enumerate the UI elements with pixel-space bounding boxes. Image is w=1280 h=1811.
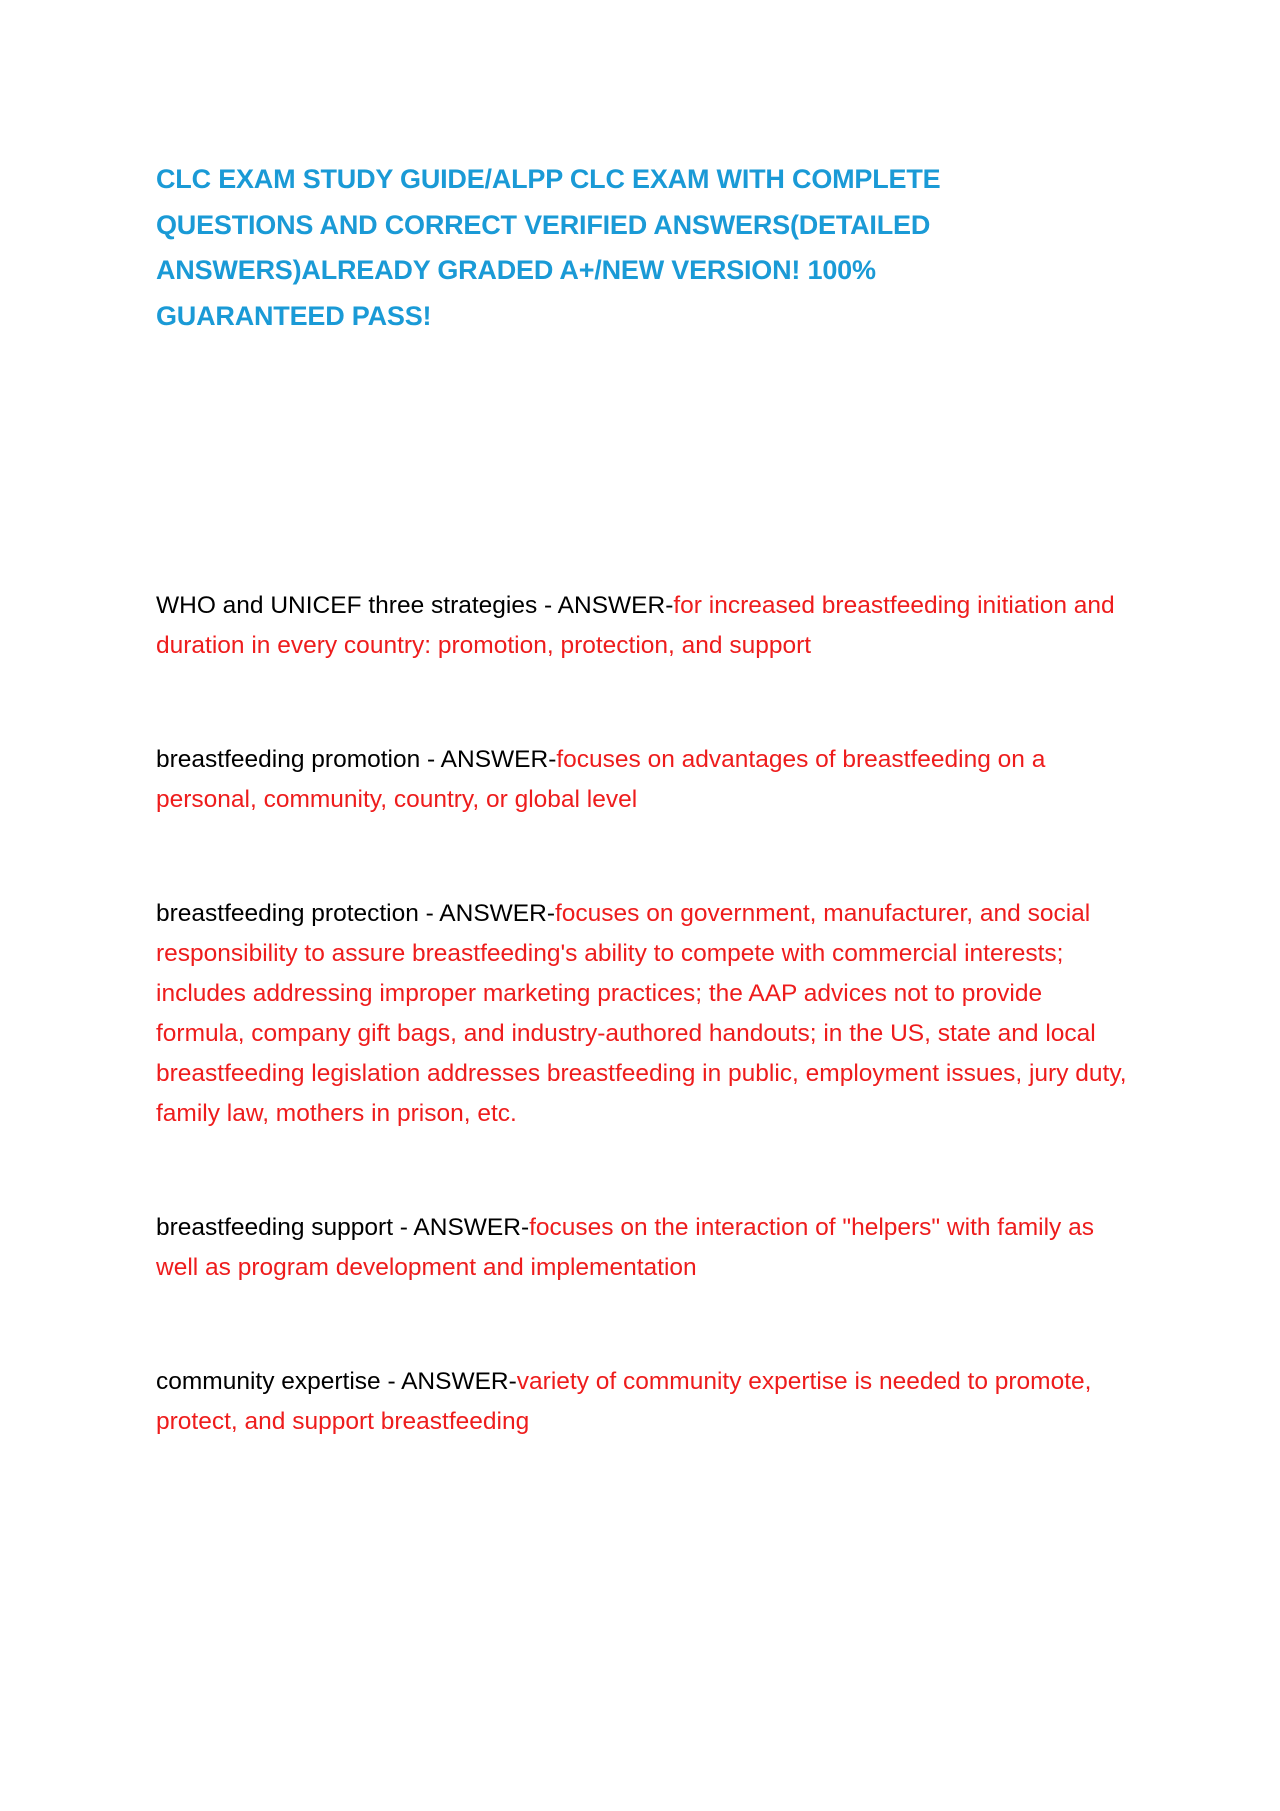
question-text: breastfeeding support [156,1214,393,1241]
answer-separator: - ANSWER- [418,900,555,927]
answer-separator: - ANSWER- [380,1368,517,1395]
answer-separator: - ANSWER- [420,746,557,773]
qa-item [156,1208,1136,1288]
question-text: breastfeeding promotion [156,746,421,773]
document-title: CLC EXAM STUDY GUIDE/ALPP CLC EXAM WITH COMPLETE QUESTIONS AND CORRECT VERIFIED ANSWERS(DETAILED ANSWERS)ALREADY GRADED A+/NEW VERSION! 100% GUARANTEED PASS! [156,164,941,331]
question-text: WHO and UNICEF three strategies [156,592,538,619]
qa-item [156,894,1136,1134]
qa-item [156,740,1136,820]
qa-list [156,586,1136,1516]
question-text: community expertise [156,1368,381,1395]
answer-text: for increased breastfeeding initiation and duration in every country: promotion, protection, and support [156,592,1115,659]
answer-text: variety of community expertise is needed to promote, protect, and support breastfeeding [156,1368,1092,1435]
answer-text: focuses on advantages of breastfeeding on a personal, community, country, or global level [156,746,1046,813]
qa-item [156,586,1136,666]
qa-item [156,1362,1136,1442]
question-text: breastfeeding protection [156,900,419,927]
answer-text: focuses on government, manufacturer, and social responsibility to assure breastfeeding's ability to compete with commercial interests; includes addressing improper marketing practices; the AAP advices not to provide formula, company gift bags, and industry-authored handouts; in the US, state and local breastfeeding legislation addresses breastfeeding in public, employment issues, jury duty, family law, mothers in prison, etc. [156,900,1127,1127]
answer-separator: - ANSWER- [393,1214,530,1241]
answer-separator: - ANSWER- [537,592,674,619]
answer-text: focuses on the interaction of "helpers" with family as well as program development and implementation [156,1214,1094,1281]
